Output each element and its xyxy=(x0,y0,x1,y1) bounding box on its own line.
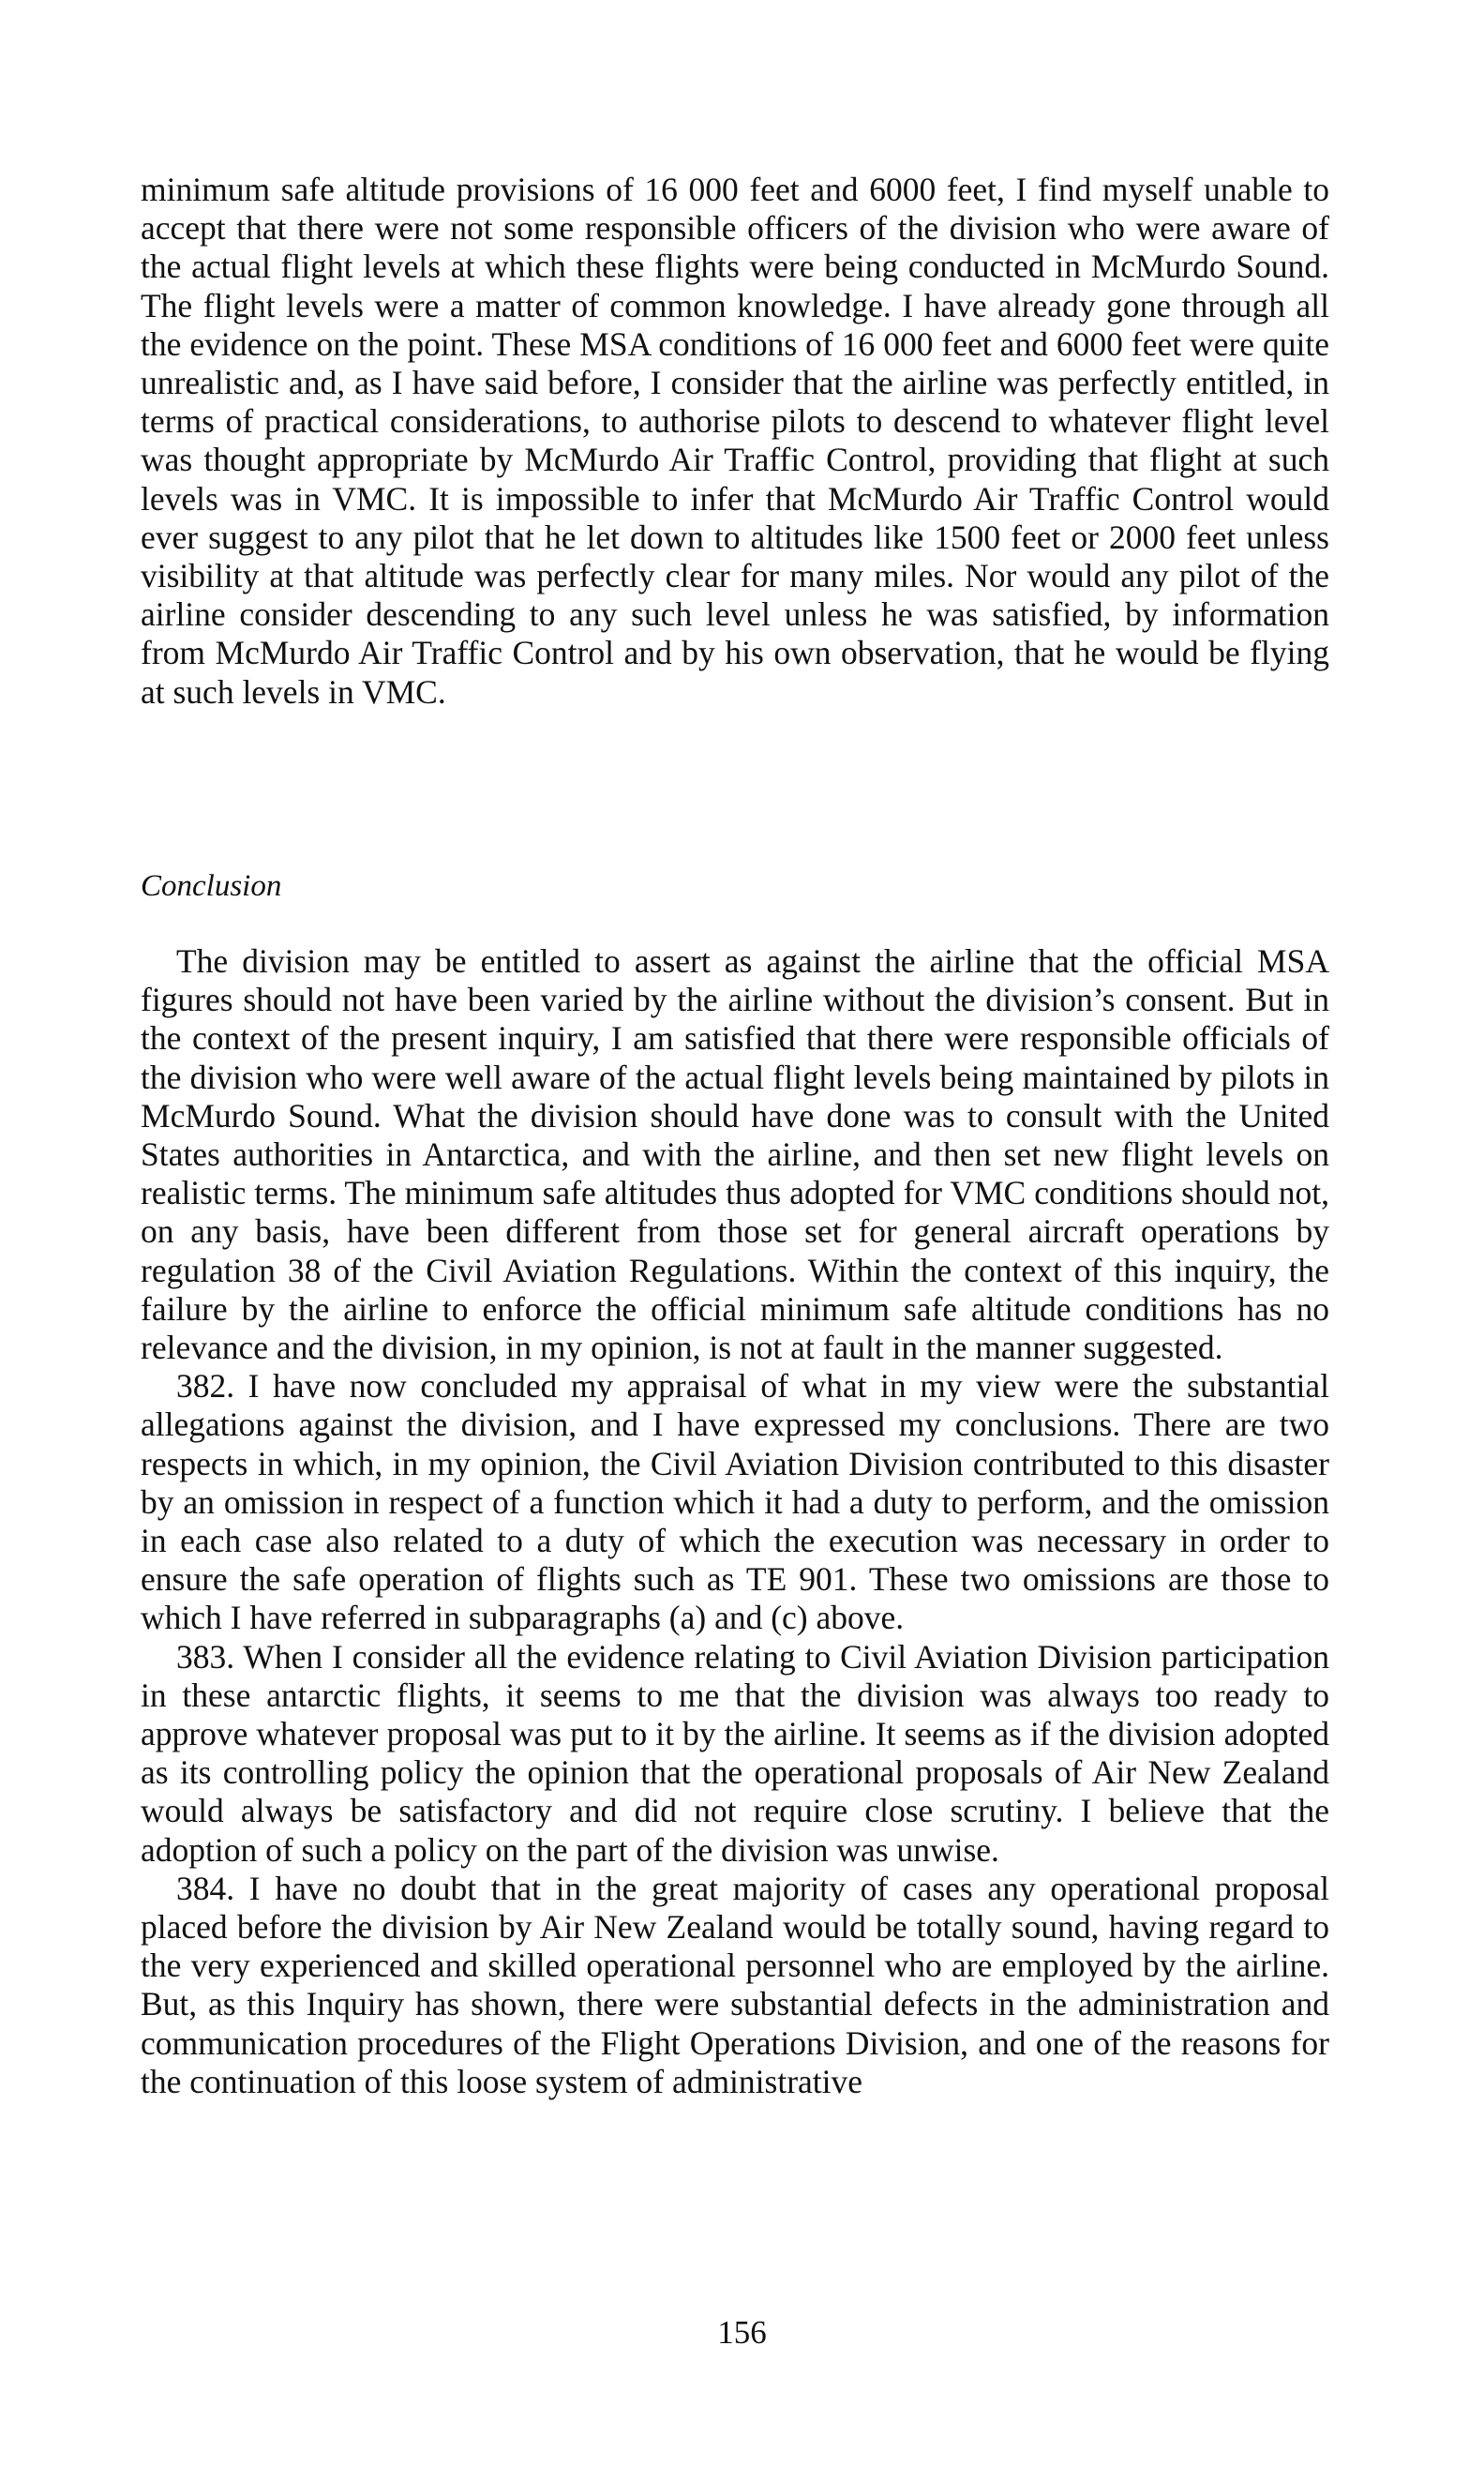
continued-paragraph: minimum safe altitude provisions of 16 000 feet and 6000 feet, I find myself unable to accept that there were not some responsible officers of the division who were aware of the actual flight levels at which these flights were being conducted in McMurdo Sound. The flight levels were a matter of common knowledge. I have already gone through all the evidence on the point. These MSA conditions of 16 000 feet and 6000 feet were quite unrealistic and, as I have said before, I consider that the airline was perfectly entitled, in terms of practical considerations, to authorise pilots to descend to whatever flight level was thought appropriate by McMurdo Air Traffic Control, providing that flight at such levels was in VMC. It is impossible to infer that McMurdo Air Traffic Control would ever suggest to any pilot that he let down to altitudes like 1500 feet or 2000 feet unless visibility at that altitude was perfectly clear for many miles. Nor would any pilot of the airline consider descending to any such level unless he was satisfied, by information from McMurdo Air Traffic Control and by his own observation, that he would be flying at such levels in VMC. xyxy=(141,171,1329,711)
page-number: 156 xyxy=(717,2314,767,2351)
body-text-top xyxy=(141,171,1329,712)
paragraph-384: 384. I have no doubt that in the great majority of cases any operational proposal placed before the division by Air New Zealand would be totally sound, having regard to the very experienced and skilled operational personnel who are employed by the airline. But, as this Inquiry has shown, there were substantial defects in the administration and communication procedures of the Flight Operations Division, and one of the reasons for the continuation of this loose system of administrative xyxy=(141,1869,1329,2100)
paragraph-383: 383. When I consider all the evidence relating to Civil Aviation Division participation in these antarctic flights, it seems to me that the division was always too ready to approve whatever proposal was put to it by the airline. It seems as if the division adopted as its controlling policy the opinion that the operational proposals of Air New Zealand would always be satisfactory and did not require close scrutiny. I believe that the adoption of such a policy on the part of the division was unwise. xyxy=(141,1637,1329,1869)
section-heading: Conclusion xyxy=(141,869,282,903)
conclusion-paragraph: The division may be entitled to assert as against the airline that the official MSA figures should not have been varied by the airline without the division’s consent. But in the context of the present inquiry, I am satisfied that there were responsible officials of the division who were well aware of the actual flight levels being maintained by pilots in McMurdo Sound. What the division should have done was to consult with the United States authorities in Antarctica, and with the airline, and then set new flight levels on realistic terms. The minimum safe altitudes thus adopted for VMC conditions should not, on any basis, have been different from those set for general aircraft operations by regulation 38 of the Civil Aviation Regulations. Within the context of this inquiry, the failure by the airline to enforce the official minimum safe altitude conditions has no relevance and the division, in my opinion, is not at fault in the manner suggested. xyxy=(141,942,1329,1367)
paragraph-382: 382. I have now concluded my appraisal of what in my view were the substantial allegations against the division, and I have expressed my conclusions. There are two respects in which, in my opinion, the Civil Aviation Division contributed to this disaster by an omission in respect of a function which it had a duty to perform, and the omission in each case also related to a duty of which the execution was necessary in order to ensure the safe operation of flights such as TE 901. These two omissions are those to which I have referred in subparagraphs (a) and (c) above. xyxy=(141,1367,1329,1637)
section-heading-block xyxy=(141,867,1329,905)
body-text-conclusion xyxy=(141,942,1329,2101)
